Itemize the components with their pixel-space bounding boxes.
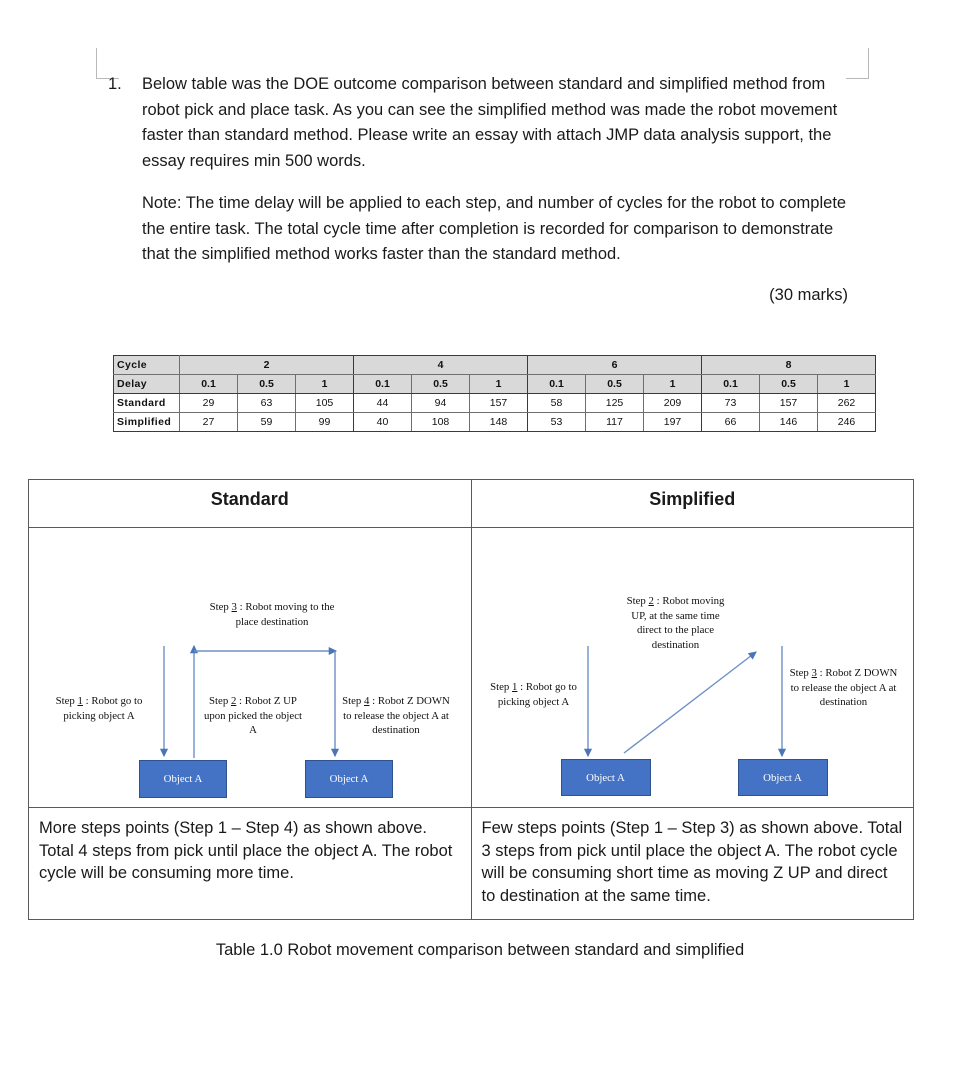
doe-standard-11: 157 xyxy=(760,394,818,413)
doe-table xyxy=(113,355,876,432)
doe-standard-1: 29 xyxy=(180,394,238,413)
doe-rowlabel-standard: Standard xyxy=(114,394,180,413)
simplified-diagram xyxy=(472,528,914,807)
doe-rowlabel-cycle: Cycle xyxy=(114,356,180,375)
doe-standard-12: 262 xyxy=(818,394,876,413)
doe-simplified-3: 99 xyxy=(296,413,354,432)
doe-row-standard xyxy=(114,394,876,413)
simplified-diagram-cell xyxy=(472,528,914,807)
doe-row-cycle xyxy=(114,356,876,375)
doe-delay-6: 1 xyxy=(470,375,528,394)
doe-standard-8: 125 xyxy=(586,394,644,413)
doe-simplified-8: 117 xyxy=(586,413,644,432)
simplified-step-2-label: Step 2 : Robot moving UP, at the same time direct to the place destination xyxy=(626,595,725,651)
standard-step-3-label: Step 3 : Robot moving to the place destination xyxy=(209,601,335,628)
standard-diagram-cell xyxy=(29,528,472,807)
simplified-object-a-box-place: Object A xyxy=(738,759,828,796)
doe-standard-3: 105 xyxy=(296,394,354,413)
doe-simplified-9: 197 xyxy=(644,413,702,432)
comparison-table xyxy=(28,479,914,920)
doe-simplified-1: 27 xyxy=(180,413,238,432)
doe-standard-6: 157 xyxy=(470,394,528,413)
doe-standard-10: 73 xyxy=(702,394,760,413)
doe-simplified-7: 53 xyxy=(528,413,586,432)
doe-cycle-group-4: 8 xyxy=(702,356,876,375)
doe-cycle-group-1: 2 xyxy=(180,356,354,375)
doe-delay-3: 1 xyxy=(296,375,354,394)
doe-delay-10: 0.1 xyxy=(702,375,760,394)
standard-step-1-label: Step 1 : Robot go to picking object A xyxy=(55,695,143,722)
doe-standard-5: 94 xyxy=(412,394,470,413)
standard-note: More steps points (Step 1 – Step 4) as shown above. Total 4 steps from pick until place the object A. The robot cycle will be consuming more time. xyxy=(29,808,472,919)
doe-standard-9: 209 xyxy=(644,394,702,413)
doe-standard-2: 63 xyxy=(238,394,296,413)
doe-table-container xyxy=(113,355,876,432)
standard-object-a-box-pick: Object A xyxy=(139,760,227,798)
simplified-step-3-label: Step 3 : Robot Z DOWN to release the object A at destination xyxy=(789,667,898,708)
standard-diagram xyxy=(29,528,471,807)
simplified-note: Few steps points (Step 1 – Step 3) as shown above. Total 3 steps from pick until place the object A. The robot cycle will be consuming short time as moving Z UP and direct to destination at the same time. xyxy=(481,819,903,905)
comparison-notes-row xyxy=(29,808,913,919)
doe-rowlabel-delay: Delay xyxy=(114,375,180,394)
doe-cycle-group-3: 6 xyxy=(528,356,702,375)
doe-simplified-5: 108 xyxy=(412,413,470,432)
comparison-header-row xyxy=(29,480,913,528)
doe-delay-8: 0.5 xyxy=(586,375,644,394)
comparison-diagram-row xyxy=(29,528,913,808)
doe-delay-9: 1 xyxy=(644,375,702,394)
standard-step-2-label: Step 2 : Robot Z UP upon picked the object A xyxy=(203,695,303,736)
doe-table-body xyxy=(114,356,876,432)
doe-delay-2: 0.5 xyxy=(238,375,296,394)
question-body xyxy=(142,72,848,268)
doe-delay-1: 0.1 xyxy=(180,375,238,394)
simplified-step-1-label: Step 1 : Robot go to picking object A xyxy=(490,681,577,708)
question-paragraph-1: Below table was the DOE outcome comparison between standard and simplified method from robot pick and place task. As you can see the simplified method was made the robot movement faster than standard method. Please write an essay with attach JMP data analysis support, the essay requires min 500 words. xyxy=(142,75,838,170)
simplified-object-a-box-pick: Object A xyxy=(561,759,651,796)
doe-standard-4: 44 xyxy=(354,394,412,413)
standard-step-4-label: Step 4 : Robot Z DOWN to release the object A at destination xyxy=(342,695,450,736)
doe-simplified-10: 66 xyxy=(702,413,760,432)
marks-label: (30 marks) xyxy=(769,286,848,304)
question-number: 1. xyxy=(108,75,122,93)
doe-row-delay xyxy=(114,375,876,394)
comparison-header-simplified: Simplified xyxy=(649,489,736,509)
doe-rowlabel-simplified: Simplified xyxy=(114,413,180,432)
doe-standard-7: 58 xyxy=(528,394,586,413)
doe-cycle-group-2: 4 xyxy=(354,356,528,375)
standard-object-a-box-place: Object A xyxy=(305,760,393,798)
doe-delay-11: 0.5 xyxy=(760,375,818,394)
doe-simplified-12: 246 xyxy=(818,413,876,432)
doe-simplified-2: 59 xyxy=(238,413,296,432)
question-block xyxy=(108,72,848,268)
doe-delay-5: 0.5 xyxy=(412,375,470,394)
doe-simplified-6: 148 xyxy=(470,413,528,432)
table-caption: Table 1.0 Robot movement comparison between standard and simplified xyxy=(215,941,745,959)
doe-delay-4: 0.1 xyxy=(354,375,412,394)
comparison-header-standard: Standard xyxy=(29,480,472,527)
question-paragraph-2: Note: The time delay will be applied to each step, and number of cycles for the robot to complete the entire task. The total cycle time after completion is recorded for comparison to demonstrate that the simplified method works faster than the standard method. xyxy=(142,194,847,263)
doe-simplified-11: 146 xyxy=(760,413,818,432)
doe-simplified-4: 40 xyxy=(354,413,412,432)
doe-row-simplified xyxy=(114,413,876,432)
standard-arrows-svg xyxy=(29,528,472,807)
margin-corner-mark-top-right xyxy=(846,48,869,79)
simplified-step2-arrow xyxy=(624,652,756,753)
doe-delay-12: 1 xyxy=(818,375,876,394)
doe-delay-7: 0.1 xyxy=(528,375,586,394)
